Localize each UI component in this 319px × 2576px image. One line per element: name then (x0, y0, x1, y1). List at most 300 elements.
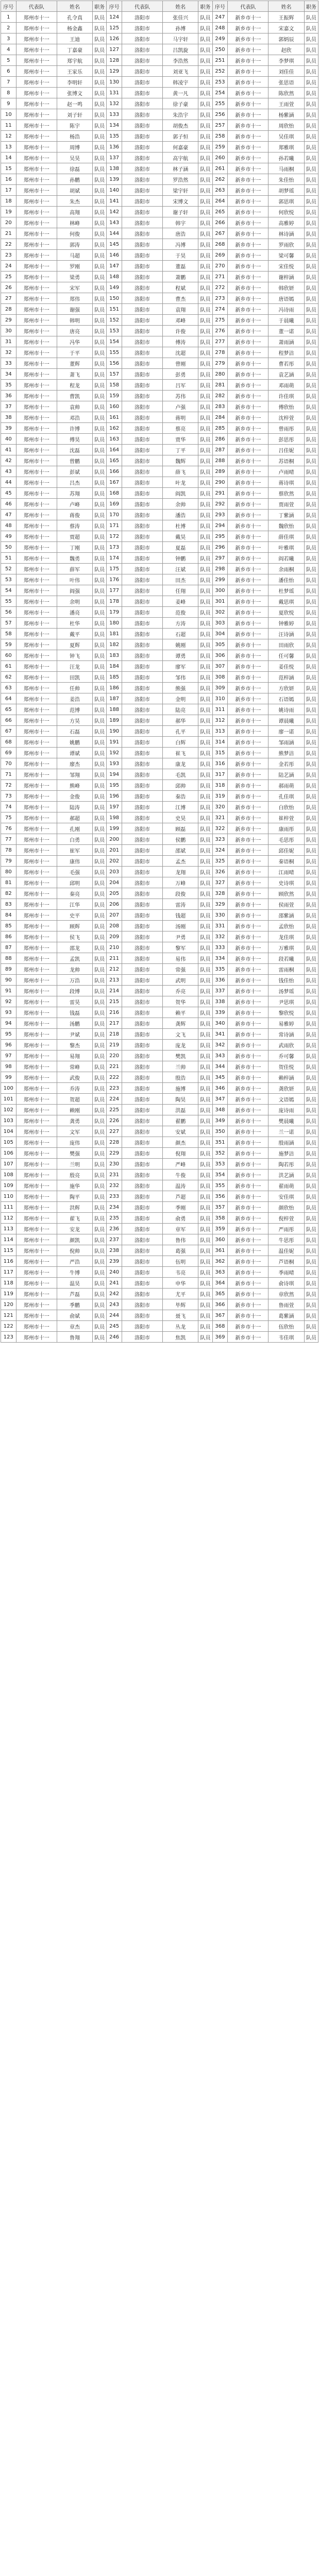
cell-number: 217 (107, 1018, 122, 1029)
cell-name: 白欣怡 (268, 802, 304, 812)
cell-role: 队员 (93, 1310, 107, 1321)
cell-role: 队员 (93, 856, 107, 867)
cell-name: 赖刚 (57, 1105, 92, 1115)
cell-name: 李梦琪 (268, 55, 304, 66)
cell-number: 11 (1, 120, 16, 131)
cell-name: 江博 (163, 802, 198, 812)
cell-number: 179 (107, 607, 122, 618)
cell-number: 61 (1, 661, 16, 672)
table-row (1, 856, 318, 867)
cell-team: 新乡市十一 (228, 272, 268, 282)
cell-team: 新乡市十一 (228, 877, 268, 888)
cell-team: 新乡市十一 (228, 77, 268, 88)
cell-name: 苏伟 (163, 391, 198, 401)
cell-name: 沈超 (163, 347, 198, 358)
cell-name: 郑雅琪 (268, 142, 304, 152)
cell-number: 366 (212, 1299, 228, 1310)
cell-number: 227 (107, 1126, 122, 1137)
cell-name: 樊强 (57, 1148, 92, 1159)
cell-name: 彭斌 (57, 466, 92, 477)
cell-team: 新乡市十一 (228, 304, 268, 315)
cell-number: 343 (212, 1050, 228, 1061)
cell-role: 队员 (304, 33, 318, 44)
cell-team: 洛阳市 (122, 88, 162, 98)
cell-name: 冯华 (57, 336, 92, 347)
cell-team: 新乡市十一 (228, 1278, 268, 1289)
cell-name: 徐磊 (57, 163, 92, 174)
cell-team: 郑州市十一 (16, 737, 57, 748)
cell-number: 68 (1, 737, 16, 748)
cell-role: 队员 (93, 120, 107, 131)
cell-name: 戴思琪 (268, 596, 304, 607)
cell-role: 队员 (93, 1256, 107, 1267)
cell-team: 新乡市十一 (228, 1170, 268, 1180)
cell-number: 205 (107, 888, 122, 899)
cell-team: 新乡市十一 (228, 683, 268, 693)
cell-role: 队员 (198, 1170, 212, 1180)
cell-role: 队员 (304, 401, 318, 412)
cell-role: 队员 (198, 142, 212, 152)
cell-number: 336 (212, 975, 228, 986)
cell-role: 队员 (198, 1213, 212, 1224)
cell-role: 队员 (93, 207, 107, 217)
cell-role: 队员 (304, 1267, 318, 1278)
table-row (1, 326, 318, 336)
cell-name: 蒋俊 (57, 510, 92, 520)
cell-number: 259 (212, 142, 228, 152)
cell-role: 队员 (304, 1191, 318, 1202)
cell-name: 卢强 (163, 401, 198, 412)
cell-team: 新乡市十一 (228, 953, 268, 964)
cell-role: 队员 (304, 683, 318, 693)
cell-name: 段博 (57, 986, 92, 996)
cell-team: 郑州市十一 (16, 401, 57, 412)
cell-name: 黎军 (163, 942, 198, 953)
cell-team: 郑州市十一 (16, 780, 57, 791)
cell-number: 18 (1, 196, 16, 207)
cell-number: 316 (212, 758, 228, 769)
cell-name: 廖一诺 (268, 726, 304, 737)
cell-name: 沈梓萱 (268, 412, 304, 423)
cell-number: 365 (212, 1289, 228, 1299)
cell-name: 龚欣妍 (268, 1083, 304, 1094)
cell-role: 队员 (93, 791, 107, 802)
cell-role: 队员 (304, 142, 318, 152)
cell-role: 队员 (198, 888, 212, 899)
cell-name: 易雅婷 (268, 1018, 304, 1029)
table-row (1, 44, 318, 55)
cell-team: 新乡市十一 (228, 142, 268, 152)
cell-team: 新乡市十一 (228, 704, 268, 715)
cell-number: 160 (107, 401, 122, 412)
cell-number: 225 (107, 1105, 122, 1115)
cell-name: 胡梦瑶 (268, 185, 304, 196)
cell-team: 洛阳市 (122, 445, 162, 455)
cell-team: 郑州市十一 (16, 44, 57, 55)
cell-name: 温昊 (57, 1278, 92, 1289)
cell-number: 303 (212, 618, 228, 629)
cell-name: 蒋明 (163, 412, 198, 423)
cell-team: 新乡市十一 (228, 1083, 268, 1094)
header-cell: 序号 (107, 1, 122, 12)
cell-name: 万浩 (57, 975, 92, 986)
cell-name: 萧雨涵 (268, 336, 304, 347)
cell-team: 洛阳市 (122, 1256, 162, 1267)
cell-number: 173 (107, 542, 122, 553)
cell-number: 142 (107, 207, 122, 217)
cell-number: 55 (1, 596, 16, 607)
cell-number: 50 (1, 542, 16, 553)
cell-number: 141 (107, 196, 122, 207)
cell-team: 洛阳市 (122, 1018, 162, 1029)
cell-name: 吕佳妮 (268, 445, 304, 455)
table-row (1, 88, 318, 98)
cell-role: 队员 (304, 996, 318, 1007)
cell-number: 175 (107, 564, 122, 574)
cell-team: 郑州市十一 (16, 207, 57, 217)
cell-team: 郑州市十一 (16, 23, 57, 33)
cell-name: 龚辉 (163, 1018, 198, 1029)
cell-team: 郑州市十一 (16, 488, 57, 499)
cell-team: 新乡市十一 (228, 574, 268, 585)
cell-team: 新乡市十一 (228, 531, 268, 542)
table-row (1, 23, 318, 33)
table-row (1, 1191, 318, 1202)
cell-role: 队员 (304, 347, 318, 358)
cell-role: 队员 (304, 520, 318, 531)
cell-role: 队员 (304, 1180, 318, 1191)
cell-name: 郑宇航 (57, 55, 92, 66)
table-row (1, 445, 318, 455)
table-row (1, 510, 318, 520)
cell-number: 54 (1, 585, 16, 596)
cell-role: 队员 (198, 823, 212, 834)
cell-name: 谢强 (57, 304, 92, 315)
cell-name: 方欣妍 (268, 683, 304, 693)
cell-role: 队员 (304, 791, 318, 802)
cell-role: 队员 (93, 510, 107, 520)
cell-role: 队员 (93, 1332, 107, 1343)
cell-team: 新乡市十一 (228, 964, 268, 975)
table-row (1, 152, 318, 163)
cell-name: 季鹏 (57, 1299, 92, 1310)
cell-team: 洛阳市 (122, 574, 162, 585)
cell-role: 队员 (93, 975, 107, 986)
table-row (1, 1061, 318, 1072)
cell-role: 队员 (198, 1105, 212, 1115)
cell-role: 队员 (93, 1018, 107, 1029)
cell-role: 队员 (198, 650, 212, 661)
cell-name: 陆亮 (163, 704, 198, 715)
cell-number: 83 (1, 899, 16, 910)
cell-name: 黄一凡 (163, 88, 198, 98)
cell-number: 53 (1, 574, 16, 585)
cell-number: 117 (1, 1267, 16, 1278)
cell-role: 队员 (93, 380, 107, 391)
cell-team: 郑州市十一 (16, 823, 57, 834)
cell-number: 341 (212, 1029, 228, 1040)
cell-role: 队员 (304, 1278, 318, 1289)
cell-number: 98 (1, 1061, 16, 1072)
cell-number: 368 (212, 1321, 228, 1332)
table-row (1, 693, 318, 704)
cell-name: 常强 (163, 964, 198, 975)
table-row (1, 1278, 318, 1289)
cell-name: 施博 (163, 1083, 198, 1094)
cell-role: 队员 (93, 174, 107, 185)
cell-number: 279 (212, 358, 228, 369)
cell-role: 队员 (198, 553, 212, 564)
cell-team: 新乡市十一 (228, 1245, 268, 1256)
cell-number: 299 (212, 574, 228, 585)
cell-name: 范博 (57, 704, 92, 715)
cell-role: 队员 (93, 564, 107, 574)
cell-name: 秦浩 (163, 791, 198, 802)
cell-team: 新乡市十一 (228, 250, 268, 261)
table-row (1, 1094, 318, 1105)
cell-team: 新乡市十一 (228, 1007, 268, 1018)
cell-number: 270 (212, 261, 228, 272)
cell-name: 陆艺涵 (268, 769, 304, 780)
cell-team: 新乡市十一 (228, 1191, 268, 1202)
cell-role: 队员 (304, 748, 318, 758)
cell-role: 队员 (93, 596, 107, 607)
cell-number: 130 (107, 77, 122, 88)
cell-team: 郑州市十一 (16, 704, 57, 715)
cell-role: 队员 (93, 1137, 107, 1148)
cell-name: 阎若曦 (268, 553, 304, 564)
cell-name: 兰帅 (163, 1061, 198, 1072)
table-row (1, 1180, 318, 1191)
cell-role: 队员 (93, 1245, 107, 1256)
cell-team: 郑州市十一 (16, 1018, 57, 1029)
cell-team: 新乡市十一 (228, 942, 268, 953)
cell-number: 322 (212, 823, 228, 834)
cell-team: 新乡市十一 (228, 769, 268, 780)
cell-number: 124 (107, 12, 122, 23)
cell-role: 队员 (304, 661, 318, 672)
cell-team: 新乡市十一 (228, 1159, 268, 1170)
cell-role: 队员 (93, 1299, 107, 1310)
cell-name: 田杰 (163, 574, 198, 585)
cell-team: 新乡市十一 (228, 391, 268, 401)
cell-number: 222 (107, 1072, 122, 1083)
cell-number: 294 (212, 520, 228, 531)
cell-team: 郑州市十一 (16, 1289, 57, 1299)
cell-role: 队员 (198, 1267, 212, 1278)
cell-role: 队员 (198, 693, 212, 704)
cell-number: 162 (107, 423, 122, 434)
cell-role: 队员 (198, 196, 212, 207)
cell-role: 队员 (198, 1007, 212, 1018)
table-row (1, 207, 318, 217)
cell-name: 潘浩 (163, 510, 198, 520)
cell-number: 335 (212, 964, 228, 975)
cell-team: 郑州市十一 (16, 477, 57, 488)
cell-team: 新乡市十一 (228, 88, 268, 98)
cell-team: 洛阳市 (122, 304, 162, 315)
cell-number: 105 (1, 1137, 16, 1148)
cell-role: 队员 (304, 953, 318, 964)
cell-role: 队员 (304, 207, 318, 217)
cell-name: 聂飞 (163, 1310, 198, 1321)
cell-role: 队员 (198, 455, 212, 466)
cell-role: 队员 (93, 412, 107, 423)
cell-number: 125 (107, 23, 122, 33)
cell-name: 姚鹏 (57, 737, 92, 748)
cell-name: 高翔 (57, 207, 92, 217)
cell-team: 郑州市十一 (16, 964, 57, 975)
table-row (1, 942, 318, 953)
cell-team: 新乡市十一 (228, 1267, 268, 1278)
cell-role: 队员 (304, 445, 318, 455)
cell-name: 金若彤 (268, 758, 304, 769)
cell-name: 姚诗雨 (268, 704, 304, 715)
cell-number: 20 (1, 217, 16, 228)
cell-role: 队员 (304, 1289, 318, 1299)
cell-number: 165 (107, 455, 122, 466)
cell-role: 队员 (198, 120, 212, 131)
cell-name: 顾磊 (163, 823, 198, 834)
cell-role: 队员 (198, 607, 212, 618)
cell-number: 158 (107, 380, 122, 391)
cell-name: 郭子恒 (163, 131, 198, 142)
cell-number: 145 (107, 239, 122, 250)
cell-name: 孟凯 (57, 953, 92, 964)
table-row (1, 1289, 318, 1299)
cell-number: 48 (1, 520, 16, 531)
cell-role: 队员 (93, 986, 107, 996)
cell-number: 249 (212, 33, 228, 44)
cell-name: 陶若彤 (268, 1159, 304, 1170)
cell-name: 武明 (163, 975, 198, 986)
table-row (1, 834, 318, 845)
table-row (1, 542, 318, 553)
cell-number: 273 (212, 293, 228, 304)
cell-team: 洛阳市 (122, 239, 162, 250)
cell-role: 队员 (93, 953, 107, 964)
table-row (1, 272, 318, 282)
cell-team: 洛阳市 (122, 791, 162, 802)
cell-role: 队员 (198, 812, 212, 823)
cell-number: 223 (107, 1083, 122, 1094)
cell-role: 队员 (93, 423, 107, 434)
cell-team: 新乡市十一 (228, 758, 268, 769)
roster-table (1, 1, 318, 1343)
cell-number: 362 (212, 1256, 228, 1267)
cell-name: 邱帅 (163, 780, 198, 791)
cell-name: 杜华 (57, 618, 92, 629)
cell-team: 洛阳市 (122, 780, 162, 791)
cell-team: 洛阳市 (122, 542, 162, 553)
cell-team: 郑州市十一 (16, 1007, 57, 1018)
cell-name: 安龙 (57, 1224, 92, 1234)
cell-team: 郑州市十一 (16, 510, 57, 520)
cell-team: 郑州市十一 (16, 1256, 57, 1267)
cell-team: 新乡市十一 (228, 23, 268, 33)
cell-team: 新乡市十一 (228, 423, 268, 434)
cell-number: 17 (1, 185, 16, 196)
cell-team: 洛阳市 (122, 1224, 162, 1234)
cell-name: 赵一鸣 (57, 98, 92, 109)
cell-number: 187 (107, 693, 122, 704)
cell-role: 队员 (198, 1234, 212, 1245)
cell-name: 许博 (57, 423, 92, 434)
cell-name: 林子涵 (163, 163, 198, 174)
cell-name: 雷昊 (57, 996, 92, 1007)
cell-team: 郑州市十一 (16, 423, 57, 434)
cell-number: 1 (1, 12, 16, 23)
cell-team: 洛阳市 (122, 33, 162, 44)
cell-name: 蒋诗琪 (268, 477, 304, 488)
cell-role: 队员 (198, 1321, 212, 1332)
cell-team: 郑州市十一 (16, 77, 57, 88)
cell-team: 洛阳市 (122, 358, 162, 369)
cell-team: 洛阳市 (122, 867, 162, 877)
cell-team: 郑州市十一 (16, 33, 57, 44)
cell-number: 33 (1, 358, 16, 369)
header-cell: 职务 (93, 1, 107, 12)
cell-role: 队员 (304, 163, 318, 174)
cell-team: 新乡市十一 (228, 812, 268, 823)
cell-role: 队员 (198, 542, 212, 553)
cell-role: 队员 (198, 1094, 212, 1105)
cell-role: 队员 (304, 856, 318, 867)
cell-number: 25 (1, 272, 16, 282)
cell-name: 焦凯 (163, 1332, 198, 1343)
table-row (1, 1050, 318, 1061)
cell-number: 304 (212, 629, 228, 639)
cell-number: 338 (212, 996, 228, 1007)
cell-role: 队员 (198, 250, 212, 261)
cell-name: 许佳琪 (268, 391, 304, 401)
cell-team: 洛阳市 (122, 975, 162, 986)
cell-number: 213 (107, 975, 122, 986)
cell-number: 180 (107, 618, 122, 629)
cell-name: 丁嘉豪 (57, 44, 92, 55)
cell-name: 邵斌 (163, 845, 198, 856)
cell-role: 队员 (304, 1029, 318, 1040)
cell-name: 蔡涛 (57, 520, 92, 531)
cell-team: 郑州市十一 (16, 856, 57, 867)
table-row (1, 369, 318, 380)
cell-role: 队员 (198, 391, 212, 401)
table-row (1, 185, 318, 196)
cell-role: 队员 (304, 391, 318, 401)
cell-role: 队员 (304, 899, 318, 910)
cell-role: 队员 (198, 423, 212, 434)
table-row (1, 953, 318, 964)
cell-team: 郑州市十一 (16, 748, 57, 758)
cell-role: 队员 (93, 66, 107, 77)
cell-team: 新乡市十一 (228, 931, 268, 942)
table-row (1, 77, 318, 88)
cell-name: 朱杰 (57, 196, 92, 207)
cell-number: 231 (107, 1170, 122, 1180)
cell-number: 235 (107, 1213, 122, 1224)
cell-role: 队员 (304, 369, 318, 380)
cell-number: 301 (212, 596, 228, 607)
cell-name: 崔军 (57, 845, 92, 856)
cell-number: 176 (107, 574, 122, 585)
cell-number: 355 (212, 1180, 228, 1191)
cell-team: 郑州市十一 (16, 867, 57, 877)
cell-role: 队员 (198, 23, 212, 33)
cell-name: 康伟 (57, 856, 92, 867)
cell-name: 余帅 (163, 499, 198, 510)
table-row (1, 650, 318, 661)
cell-number: 151 (107, 304, 122, 315)
